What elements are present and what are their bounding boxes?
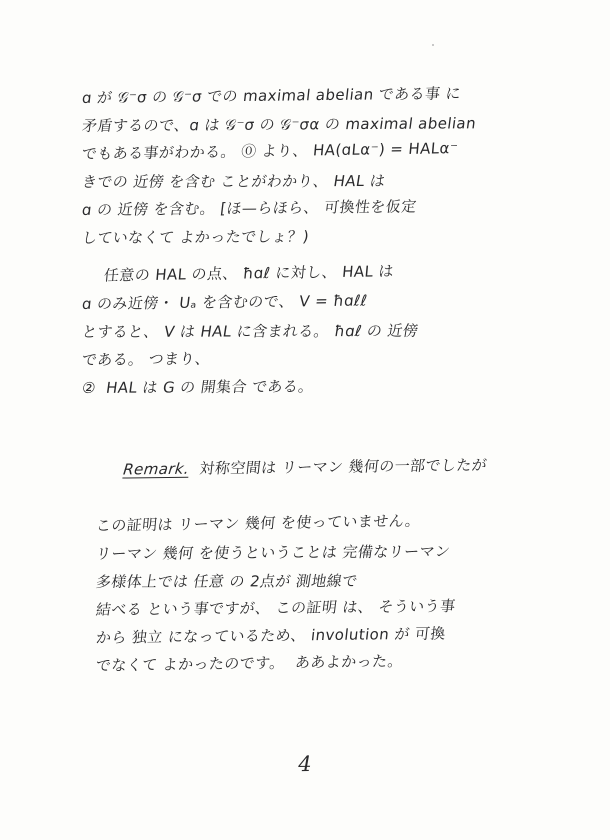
text-line: ɑ が 𝒢⁻σ の 𝒢⁻σ での maximal abelian である事 に bbox=[81, 84, 463, 108]
page-number: 4 bbox=[298, 751, 312, 777]
paragraph-block bbox=[82, 84, 552, 252]
remark-block bbox=[82, 428, 552, 680]
text-line: 対称空間は リーマン 幾何の一部でしたが bbox=[188, 456, 489, 478]
text-line: きでの 近傍 を含む ことがわかり、 HAL は bbox=[80, 171, 387, 192]
remark-heading: Remark. bbox=[122, 459, 191, 479]
text-line: でなくて よかったのです。 ああよかった。 bbox=[95, 651, 404, 675]
notes-body bbox=[82, 84, 552, 680]
text-line: である。 つまり、 bbox=[80, 349, 212, 370]
text-line: ɑ のみ近傍・ Uₐ を含むので、 V = ħɑℓℓ bbox=[81, 291, 369, 314]
text-line: とすると、 V は HAL に含まれる。 ħɑℓ の 近傍 bbox=[80, 321, 420, 342]
paragraph-block bbox=[82, 262, 552, 402]
text-line: この証明は リーマン 幾何 を使っていません。 bbox=[95, 511, 422, 535]
text-line: リーマン 幾何 を使うということは 完備なリーマン bbox=[94, 542, 452, 563]
text-line: ɑ の 近傍 を含む。 [ほ—らほら、 可換性を仮定 bbox=[80, 197, 418, 220]
text-line: 任意の HAL の点、 ħɑℓ に対し、 HAL は bbox=[103, 262, 395, 285]
text-line: から 独立 になっているため、 involution が 可換 bbox=[95, 624, 447, 647]
text-line: 結べる という事ですが、 この証明 は、 そういう事 bbox=[94, 597, 457, 619]
text-line: 多様体上では 任意 の 2点が 測地線で bbox=[94, 572, 360, 591]
scan-speck bbox=[432, 44, 434, 46]
text-line: していなくて よかったでしょ？) bbox=[80, 227, 311, 248]
text-line-conclusion: ② HAL は G の 開集合 である。 bbox=[80, 377, 315, 398]
text-line: でもある事がわかる。 ⓪ より、 HA(ɑLα⁻) = HALα⁻ bbox=[81, 139, 460, 164]
text-line: 矛盾するので、ɑ は 𝒢⁻σ の 𝒢⁻σα の maximal abelian bbox=[80, 114, 478, 136]
